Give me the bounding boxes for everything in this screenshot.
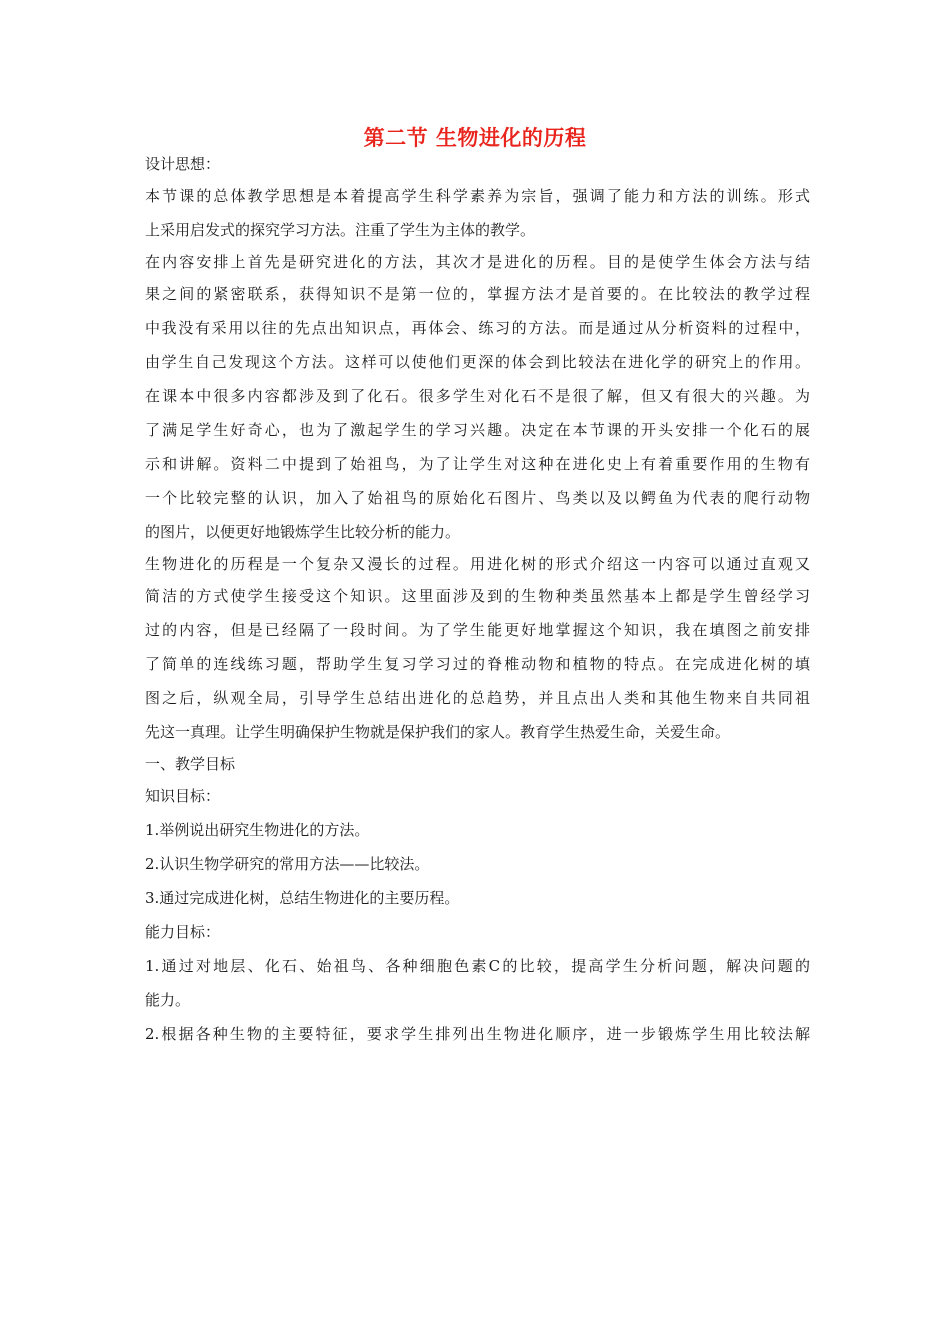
text-line: 能力目标： xyxy=(145,923,221,941)
text-line: 设计思想： xyxy=(145,155,221,173)
text-line: 图之后，纵观全局，引导学生总结出进化的总趋势，并且点出人类和其他生物来自共同祖 xyxy=(145,689,810,707)
text-line: 生物进化的历程是一个复杂又漫长的过程。用进化树的形式介绍这一内容可以通过直观又 xyxy=(145,555,810,573)
text-line: 过的内容，但是已经隔了一段时间。为了学生能更好地掌握这个知识，我在填图之前安排 xyxy=(145,621,810,639)
text-line: 在课本中很多内容都涉及到了化石。很多学生对化石不是很了解，但又有很大的兴趣。为 xyxy=(145,387,810,405)
text-line: 1.举例说出研究生物进化的方法。 xyxy=(145,821,370,839)
text-line: 上采用启发式的探究学习方法。注重了学生为主体的教学。 xyxy=(145,221,536,239)
text-line: 本节课的总体教学思想是本着提高学生科学素养为宗旨，强调了能力和方法的训练。形式 xyxy=(145,187,810,205)
text-line: 中我没有采用以往的先点出知识点，再体会、练习的方法。而是通过从分析资料的过程中， xyxy=(145,319,810,337)
document-body xyxy=(145,149,810,1051)
text-line: 2.认识生物学研究的常用方法——比较法。 xyxy=(145,855,430,873)
page-title: 第二节 生物进化的历程 xyxy=(363,125,587,150)
text-line: 在内容安排上首先是研究进化的方法，其次才是进化的历程。目的是使学生体会方法与结 xyxy=(145,253,810,271)
text-line: 了简单的连线练习题，帮助学生复习学习过的脊椎动物和植物的特点。在完成进化树的填 xyxy=(145,655,810,673)
text-line: 了满足学生好奇心，也为了激起学生的学习兴趣。决定在本节课的开头安排一个化石的展 xyxy=(145,421,810,439)
text-line: 先这一真理。让学生明确保护生物就是保护我们的家人。教育学生热爱生命，关爱生命。 xyxy=(145,723,731,741)
text-line: 3.通过完成进化树，总结生物进化的主要历程。 xyxy=(145,889,460,907)
text-line: 1.通过对地层、化石、始祖鸟、各种细胞色素C的比较，提高学生分析问题，解决问题的 xyxy=(145,957,810,975)
text-line: 能力。 xyxy=(145,991,191,1009)
text-line: 的图片，以便更好地锻炼学生比较分析的能力。 xyxy=(145,523,461,541)
text-line: 知识目标： xyxy=(145,787,221,805)
text-line: 一、教学目标 xyxy=(145,755,236,773)
text-line: 一个比较完整的认识，加入了始祖鸟的原始化石图片、鸟类以及以鳄鱼为代表的爬行动物 xyxy=(145,489,810,507)
text-line: 简洁的方式使学生接受这个知识。这里面涉及到的生物种类虽然基本上都是学生曾经学习 xyxy=(145,587,810,605)
text-line: 2.根据各种生物的主要特征，要求学生排列出生物进化顺序，进一步锻炼学生用比较法解 xyxy=(145,1025,810,1043)
text-line: 由学生自己发现这个方法。这样可以使他们更深的体会到比较法在进化学的研究上的作用。 xyxy=(145,353,810,371)
text-line: 果之间的紧密联系，获得知识不是第一位的，掌握方法才是首要的。在比较法的教学过程 xyxy=(145,285,810,303)
text-line: 示和讲解。资料二中提到了始祖鸟，为了让学生对这种在进化史上有着重要作用的生物有 xyxy=(145,455,810,473)
